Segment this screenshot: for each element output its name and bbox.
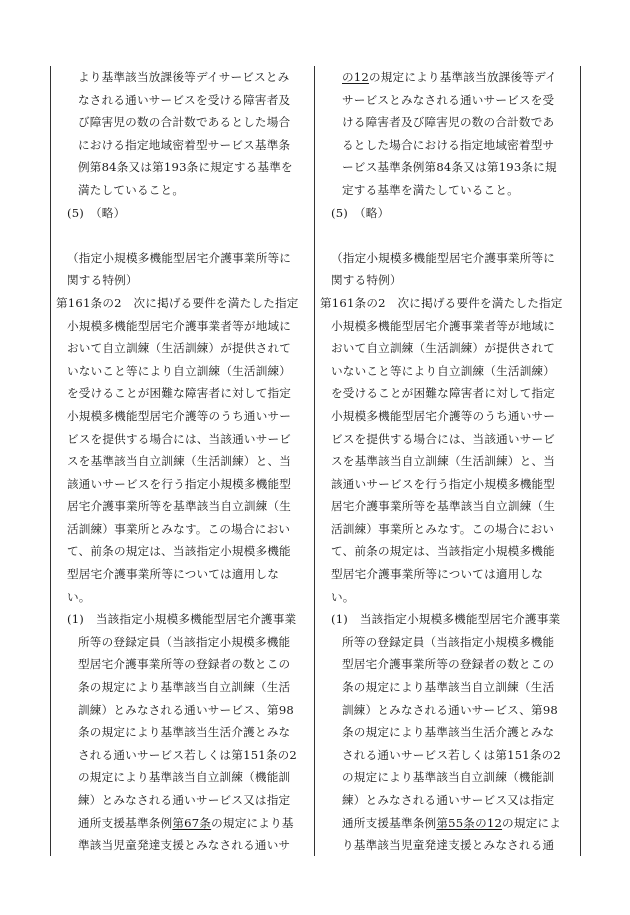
text-segment: (5) （略） xyxy=(331,205,390,220)
right-text-line xyxy=(320,563,574,586)
text-segment: される通いサービス若しくは第151条の2 xyxy=(342,747,562,762)
text-segment: スを基準該当自立訓練（生活訓練）と、当 xyxy=(331,454,556,469)
text-segment: 条の規定により基準該当自立訓練（生活 xyxy=(78,680,291,695)
text-segment: 所等の登録定員（当該指定小規模多機能 xyxy=(342,634,555,649)
right-text-line xyxy=(320,653,574,676)
text-segment: (5) （略） xyxy=(67,205,126,220)
left-text-line xyxy=(56,450,308,473)
text-segment: における指定地域密着型サービス基準条 xyxy=(78,137,291,152)
text-segment: 訓練）とみなされる通いサービス、第98 xyxy=(342,702,558,717)
left-text-line xyxy=(56,631,308,654)
text-segment: より基準該当放課後等デイサービスとみ xyxy=(78,70,290,84)
text-segment: スを基準該当自立訓練（生活訓練）と、当 xyxy=(67,454,292,469)
text-segment: 関する特例） xyxy=(67,273,138,288)
right-text-line xyxy=(320,405,574,428)
text-segment: 所等の登録定員（当該指定小規模多機能 xyxy=(78,634,291,649)
left-text-line xyxy=(56,315,308,338)
text-segment: いないこと等により自立訓練（生活訓練） xyxy=(331,363,556,378)
text-segment: の規定により基準該当放課後等デイ xyxy=(368,70,557,84)
right-text-line xyxy=(320,111,574,134)
text-segment: て、前条の規定は、当該指定小規模多機能 xyxy=(331,544,555,559)
left-text-line xyxy=(56,586,308,609)
right-text-line xyxy=(320,66,574,89)
text-segment: 該通いサービスを行う指定小規模多機能型 xyxy=(67,476,292,491)
text-segment: される通いサービス若しくは第151条の2 xyxy=(78,747,298,762)
right-text-line xyxy=(320,247,574,270)
text-segment: 条の規定により基準該当自立訓練（生活 xyxy=(342,680,555,695)
text-segment: 第161条の2 次に掲げる要件を満たした指定 xyxy=(320,295,563,310)
right-text-line xyxy=(320,292,574,315)
right-text-line xyxy=(320,631,574,654)
left-text-line xyxy=(56,89,308,112)
right-text-line xyxy=(320,450,574,473)
text-segment: ける障害者及び障害児の数の合計数であ xyxy=(342,115,555,130)
text-segment: 条の規定により基準該当生活介護とみな xyxy=(342,725,555,740)
right-text-line xyxy=(320,134,574,157)
text-segment: 第161条の2 次に掲げる要件を満たした指定 xyxy=(56,295,299,310)
text-segment: 活訓練）事業所とみなす。この場合におい xyxy=(331,521,555,536)
underlined-amendment-text: 第55条の12 xyxy=(436,815,503,830)
right-border-line xyxy=(580,66,581,856)
text-segment: 活訓練）事業所とみなす。この場合におい xyxy=(67,521,291,536)
text-segment: 条の規定により基準該当生活介護とみな xyxy=(78,725,291,740)
right-text-line xyxy=(320,428,574,451)
text-segment: を受けることが困難な障害者に対して指定 xyxy=(331,386,556,401)
text-segment: 小規模多機能型居宅介護等のうち通いサー xyxy=(67,408,292,423)
text-segment: の規定により基準該当自立訓練（機能訓 xyxy=(78,770,291,785)
left-text-line xyxy=(56,653,308,676)
right-text-line xyxy=(320,473,574,496)
text-segment: （指定小規模多機能型居宅介護事業所等に xyxy=(67,250,292,265)
left-text-line xyxy=(56,744,308,767)
text-segment: 小規模多機能型居宅介護事業者等が地域に xyxy=(331,318,556,333)
right-text-line xyxy=(320,269,574,292)
column-divider-line xyxy=(314,66,315,856)
text-segment: 練）とみなされる通いサービス又は指定 xyxy=(78,793,291,807)
right-text-line xyxy=(320,202,574,225)
right-text-line xyxy=(320,156,574,179)
text-segment: 居宅介護事業所等を基準該当自立訓練（生 xyxy=(67,499,292,514)
text-segment: 満たしていること。 xyxy=(78,182,185,197)
right-text-line xyxy=(320,360,574,383)
text-segment: 定する基準を満たしていること。 xyxy=(342,182,519,197)
left-text-line xyxy=(56,812,308,835)
text-segment: 小規模多機能型居宅介護等のうち通いサー xyxy=(331,408,556,423)
text-segment: (1) 当該指定小規模多機能型居宅介護事業 xyxy=(67,612,297,627)
underlined-amendment-text: 第67条 xyxy=(172,815,212,830)
right-column-text xyxy=(320,66,574,857)
text-segment: （指定小規模多機能型居宅介護事業所等に xyxy=(331,250,556,265)
left-text-line xyxy=(56,337,308,360)
right-text-line xyxy=(320,608,574,631)
text-segment: 関する特例） xyxy=(331,273,402,288)
right-text-line xyxy=(320,699,574,722)
text-segment: サービスとみなされる通いサービスを受 xyxy=(342,92,555,107)
left-text-line xyxy=(56,495,308,518)
text-segment: (1) 当該指定小規模多機能型居宅介護事業 xyxy=(331,612,561,627)
text-segment: 練）とみなされる通いサービス又は指定 xyxy=(342,793,555,807)
left-text-line xyxy=(56,269,308,292)
text-segment: び障害児の数の合計数であるとした場合 xyxy=(78,115,291,130)
text-segment: 準該当児童発達支援とみなされる通いサ xyxy=(78,838,291,853)
text-segment: り基準該当児童発達支援とみなされる通 xyxy=(342,838,555,853)
left-text-line xyxy=(56,156,308,179)
text-segment: ービス基準条例第84条又は第193条に規 xyxy=(342,160,557,175)
left-text-line xyxy=(56,247,308,270)
right-text-line xyxy=(320,721,574,744)
left-text-line xyxy=(56,382,308,405)
right-text-line xyxy=(320,337,574,360)
text-segment: おいて自立訓練（生活訓練）が提供されて xyxy=(331,341,556,356)
text-segment: 例第84条又は第193条に規定する基準を xyxy=(78,160,293,175)
text-segment: 小規模多機能型居宅介護事業者等が地域に xyxy=(67,318,292,333)
right-text-line xyxy=(320,315,574,338)
left-text-line xyxy=(56,179,308,202)
underlined-amendment-text: の12 xyxy=(342,70,369,84)
left-text-line xyxy=(56,224,308,247)
left-text-line xyxy=(56,563,308,586)
text-segment: 居宅介護事業所等を基準該当自立訓練（生 xyxy=(331,499,556,514)
left-text-line xyxy=(56,292,308,315)
right-text-line xyxy=(320,812,574,835)
text-segment: るとした場合における指定地域密着型サ xyxy=(342,137,555,152)
right-text-line xyxy=(320,676,574,699)
right-text-line xyxy=(320,789,574,812)
left-text-line xyxy=(56,518,308,541)
left-text-line xyxy=(56,608,308,631)
right-text-line xyxy=(320,382,574,405)
left-text-line xyxy=(56,473,308,496)
left-column-text xyxy=(56,66,308,857)
text-segment: 型居宅介護事業所等の登録者の数とこの xyxy=(342,657,555,672)
left-text-line xyxy=(56,202,308,225)
left-text-line xyxy=(56,540,308,563)
text-segment: なされる通いサービスを受ける障害者及 xyxy=(78,92,291,107)
text-segment: 通所支援基準条例 xyxy=(78,815,173,830)
right-text-line xyxy=(320,834,574,857)
text-segment: て、前条の規定は、当該指定小規模多機能 xyxy=(67,544,291,559)
text-segment: を受けることが困難な障害者に対して指定 xyxy=(67,386,292,401)
right-text-line xyxy=(320,224,574,247)
text-segment: 型居宅介護事業所等については適用しな xyxy=(331,567,544,582)
left-text-line xyxy=(56,721,308,744)
text-segment: 通所支援基準条例 xyxy=(342,815,437,830)
left-text-line xyxy=(56,111,308,134)
text-segment: の規定により基 xyxy=(211,815,294,830)
text-segment: い。 xyxy=(67,589,91,604)
left-text-line xyxy=(56,676,308,699)
left-text-line xyxy=(56,766,308,789)
right-text-line xyxy=(320,766,574,789)
left-border-line xyxy=(50,66,51,856)
right-text-line xyxy=(320,518,574,541)
right-text-line xyxy=(320,540,574,563)
text-segment: 訓練）とみなされる通いサービス、第98 xyxy=(78,702,294,717)
text-segment: 型居宅介護事業所等については適用しな xyxy=(67,567,280,582)
left-text-line xyxy=(56,360,308,383)
text-segment: ビスを提供する場合には、当該通いサービ xyxy=(67,431,292,446)
right-text-line xyxy=(320,495,574,518)
left-text-line xyxy=(56,789,308,812)
right-text-line xyxy=(320,179,574,202)
left-text-line xyxy=(56,834,308,857)
text-segment: 型居宅介護事業所等の登録者の数とこの xyxy=(78,657,291,672)
left-text-line xyxy=(56,428,308,451)
text-segment: の規定により基準該当自立訓練（機能訓 xyxy=(342,770,555,785)
right-text-line xyxy=(320,586,574,609)
text-segment: ビスを提供する場合には、当該通いサービ xyxy=(331,431,556,446)
right-text-line xyxy=(320,744,574,767)
left-text-line xyxy=(56,134,308,157)
text-segment: の規定によ xyxy=(502,815,562,830)
text-segment: いないこと等により自立訓練（生活訓練） xyxy=(67,363,292,378)
left-text-line xyxy=(56,405,308,428)
text-segment: 該通いサービスを行う指定小規模多機能型 xyxy=(331,476,556,491)
text-segment: おいて自立訓練（生活訓練）が提供されて xyxy=(67,341,292,356)
left-text-line xyxy=(56,66,308,89)
right-text-line xyxy=(320,89,574,112)
text-segment: い。 xyxy=(331,589,355,604)
left-text-line xyxy=(56,699,308,722)
